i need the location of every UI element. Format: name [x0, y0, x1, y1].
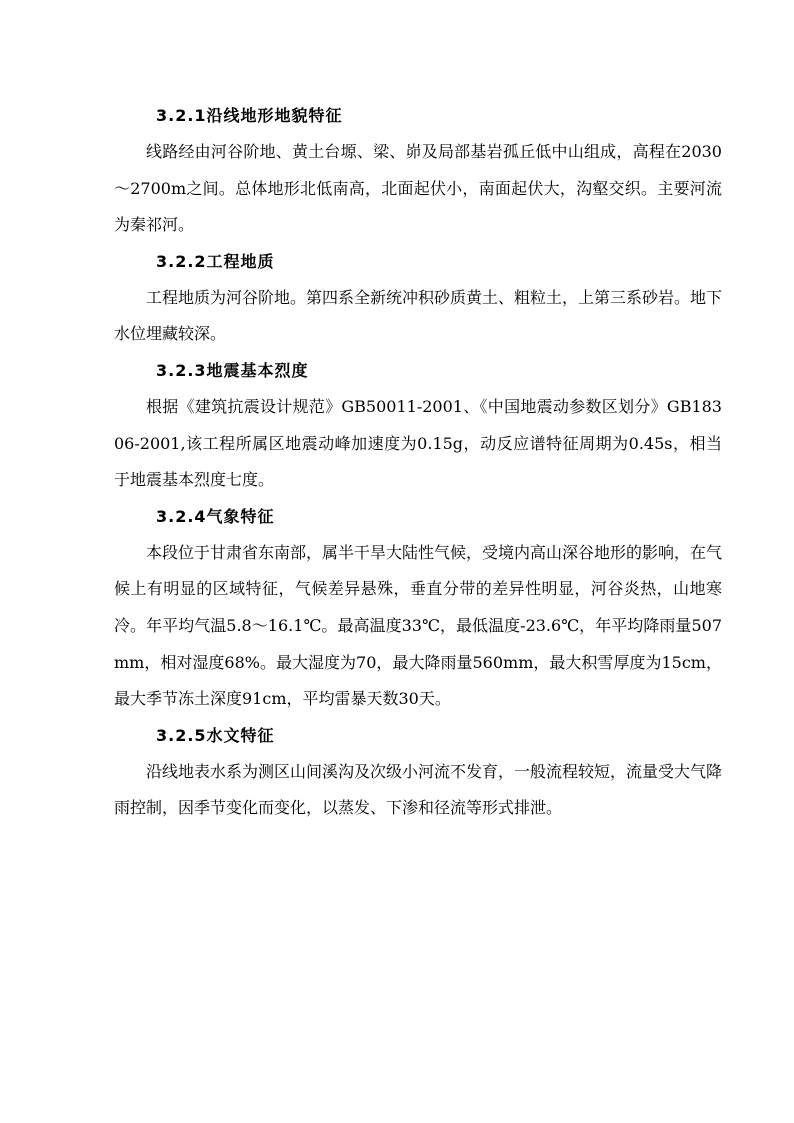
section-heading: 3.2.4气象特征 [156, 506, 275, 526]
section-paragraph: 线路经由河谷阶地、黄土台塬、梁、峁及局部基岩孤丘低中山组成，高程在2030～2700m之间。总体地形北低南高，北面起伏小，南面起伏大，沟壑交织。主要河流为秦祁河。 [114, 142, 722, 235]
section-seismic-intensity [114, 353, 722, 499]
section-paragraph: 沿线地表水系为测区山间溪沟及次级小河流不发育，一般流程较短，流量受大气降雨控制，因季节变化而变化，以蒸发、下渗和径流等形式排泄。 [114, 761, 723, 818]
section-paragraph: 工程地质为河谷阶地。第四系全新统冲积砂质黄土、粗粒土，上第三系砂岩。地下水位埋藏较深。 [114, 287, 723, 344]
section-paragraph: 根据《建筑抗震设计规范》GB50011-2001、《中国地震动参数区划分》GB18306-2001,该工程所属区地震动峰加速度为0.15g，动反应谱特征周期为0.45s，相当于地震基本烈度七度。 [114, 396, 722, 490]
section-heading: 3.2.2工程地质 [156, 251, 275, 271]
section-heading: 3.2.5水文特征 [156, 725, 275, 745]
section-climate [114, 499, 722, 718]
section-terrain [114, 98, 722, 244]
section-engineering-geology [114, 244, 722, 353]
section-heading: 3.2.1沿线地形地貌特征 [156, 106, 343, 125]
section-hydrology [114, 718, 722, 827]
section-paragraph: 本段位于甘肃省东南部，属半干旱大陆性气候，受境内高山深谷地形的影响，在气候上有明显的区域特征，气候差异悬殊，垂直分带的差异性明显，河谷炎热，山地寒冷。年平均气温5.8～16.1℃。最高温度33℃，最低温度-23.6℃，年平均降雨量507mm，相对湿度68%。最大湿度为70，最大降雨量560mm，最大积雪厚度为15cm，最大季节冻土深度91cm，平均雷暴天数30天。 [114, 542, 723, 709]
section-heading: 3.2.3地震基本烈度 [156, 360, 309, 380]
